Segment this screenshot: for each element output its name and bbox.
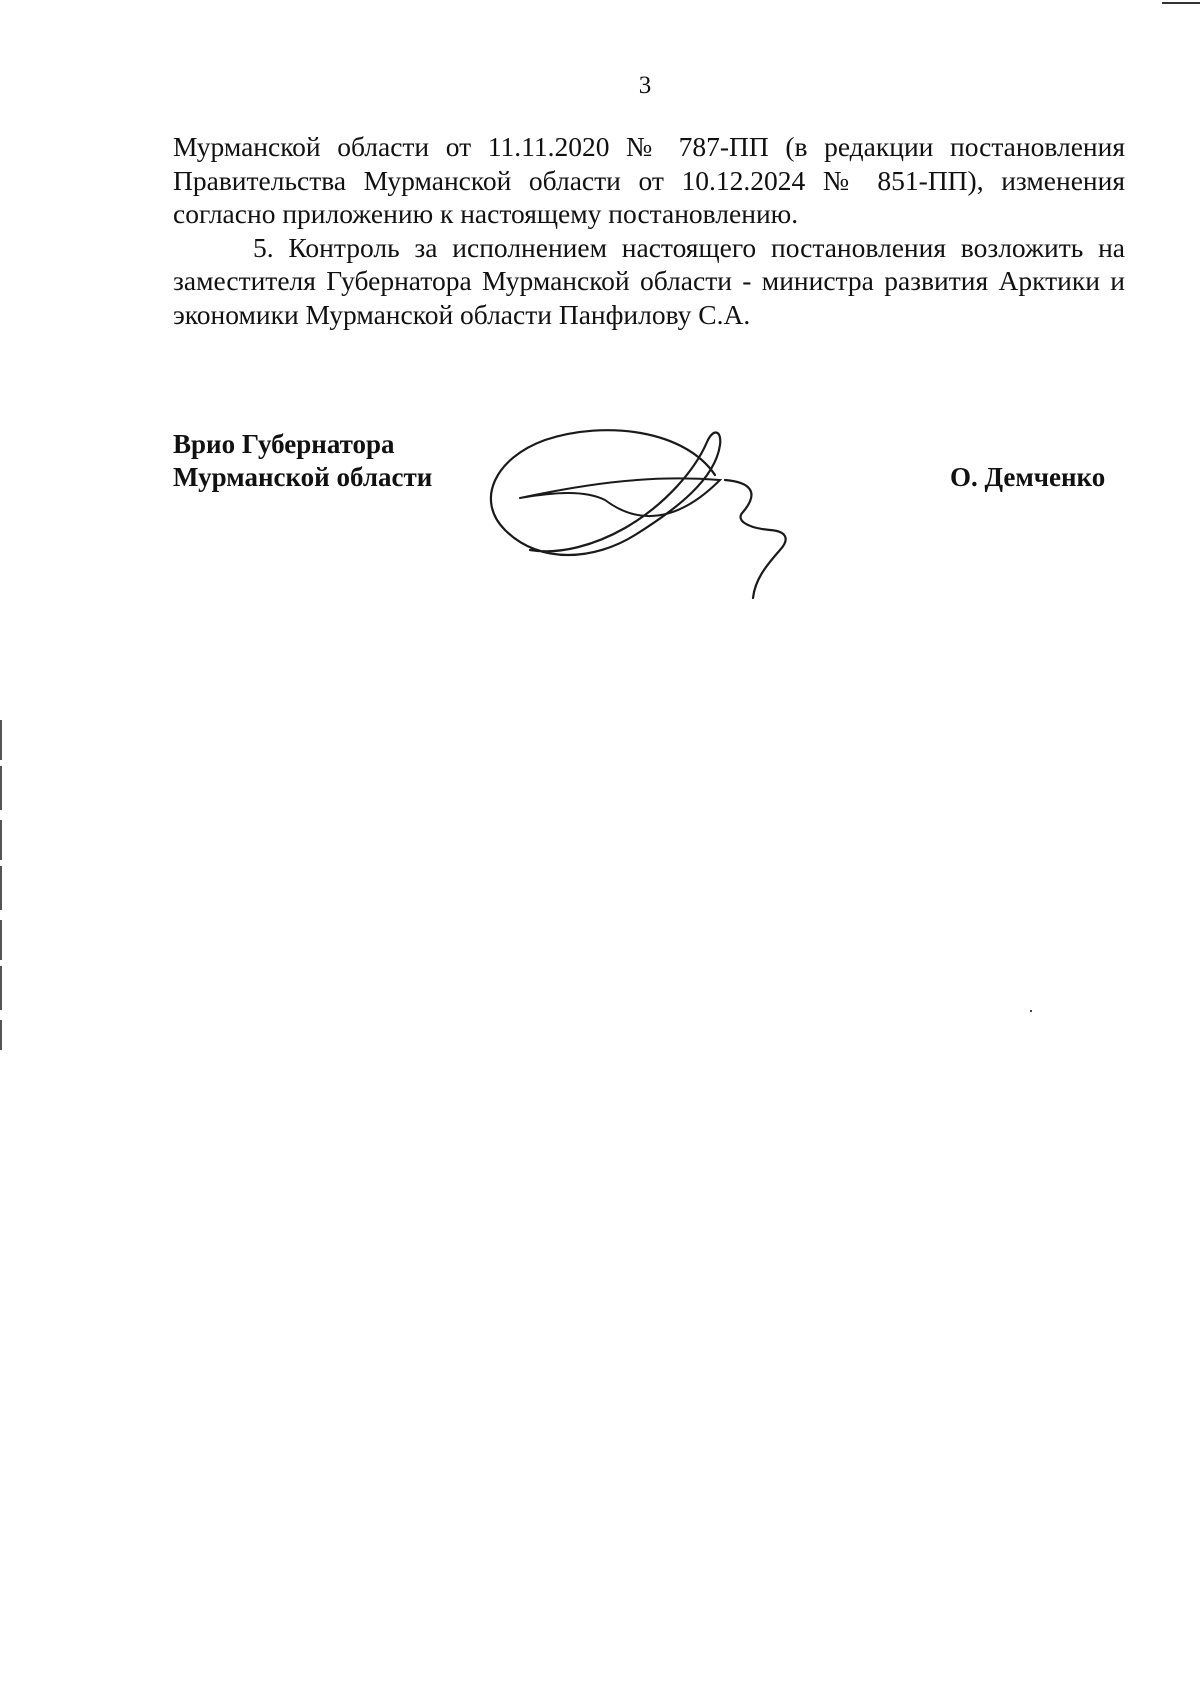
scan-speck [1030,1010,1032,1012]
scan-left-edge [0,720,2,1050]
signature-stroke [520,478,720,516]
paragraph-continuation: Мурманской области от 11.11.2020 № 787-ПП (в редакции постановления Правительства Мурманской области от 10.12.2024 № 851-ПП), изменения согласно приложению к настоящему постановлению. [173,131,1125,229]
scan-edge-mark [1162,2,1200,4]
signatory-position-line-2: Мурманской области [173,462,433,492]
paragraph-item-5: 5. Контроль за исполнением настоящего постановления возложить на заместителя Губернатора Мурманской области - министра развития Арктики и экономики Мурманской области Панфилову С.А. [173,231,1125,330]
signatory-position [173,428,432,494]
signature-loop [491,430,720,555]
signature-tail [725,480,786,598]
handwritten-signature [485,420,825,600]
page-number: 3 [638,72,652,99]
signatory-position-line-1: Врио Губернатора [173,429,395,459]
document-body [173,130,1125,331]
signatory-name: О. Демченко [950,462,1106,492]
